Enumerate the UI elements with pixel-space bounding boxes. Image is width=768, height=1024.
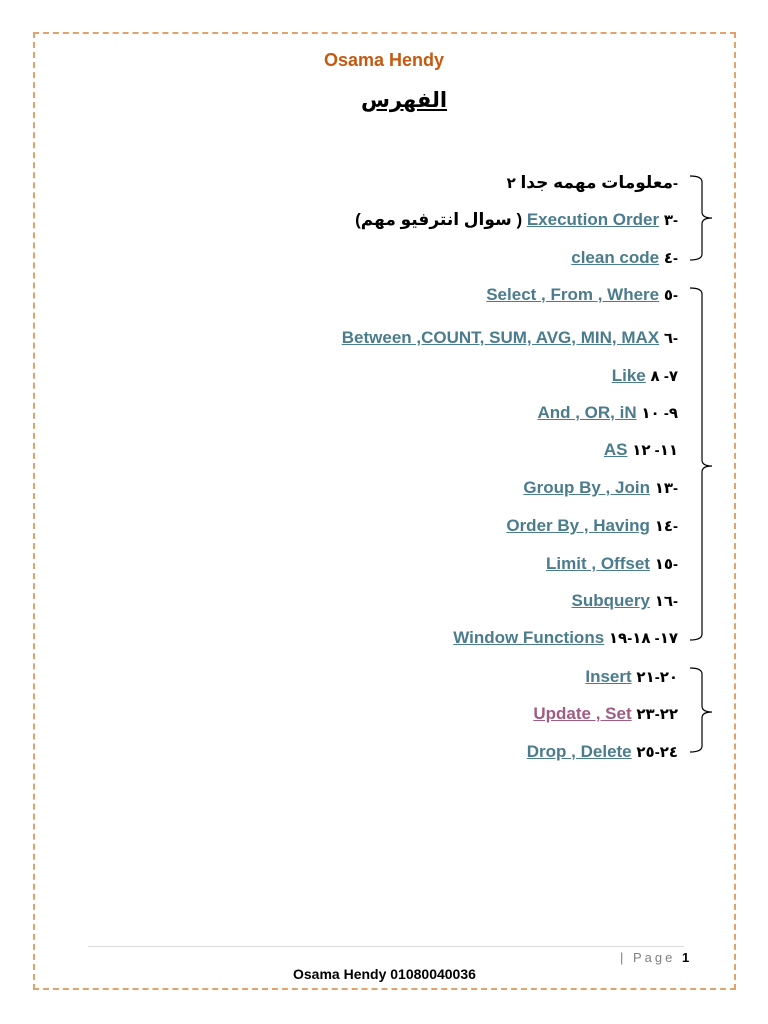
link-order-by-having[interactable]: Order By , Having [506,516,650,535]
toc-entry-15 [546,554,678,574]
entry-number: ١٧- ١٨-١٩ [608,630,678,647]
link-aggregates[interactable]: Between ,COUNT, SUM, AVG, MIN, MAX [341,328,660,347]
link-as[interactable]: AS [603,440,628,459]
entry-number: ٧- ٨ [650,368,678,385]
link-like[interactable]: Like [611,366,646,385]
link-clean-code[interactable]: clean code [571,248,660,267]
footer-divider [88,946,684,947]
link-window-functions[interactable]: Window Functions [453,628,605,647]
toc-entry-11 [604,440,678,460]
entry-number: ٥- [663,287,678,304]
entry-number: ١٥- [654,556,678,573]
page-number [620,950,689,965]
toc-entry-3 [355,210,678,230]
index-title: الفهرس [360,89,448,112]
toc-entry-4 [571,248,678,268]
toc-entry-7 [612,366,678,386]
toc-entry-6 [342,328,678,348]
footer-contact: Osama Hendy 01080040036 [293,966,476,982]
toc-entry-5 [486,285,678,305]
link-update-set[interactable]: Update , Set [533,704,632,723]
author-heading: Osama Hendy [323,50,445,70]
entry-number: ١٣- [654,480,678,497]
entry-number: ١٤- [654,518,678,535]
entry-number: ١١- ١٢ [632,442,678,459]
link-select-from-where[interactable]: Select , From , Where [486,285,660,304]
entry-number: ٦- [663,330,678,347]
link-subquery[interactable]: Subquery [571,591,650,610]
page-word: Page [633,950,676,965]
toc-entry-13 [523,478,678,498]
link-limit-offset[interactable]: Limit , Offset [546,554,650,573]
toc-entry-2 [507,173,678,193]
link-drop-delete[interactable]: Drop , Delete [526,742,632,761]
link-group-by-join[interactable]: Group By , Join [523,478,650,497]
toc-entry-14 [506,516,678,536]
entry-number: ٢- [506,175,678,192]
entry-number: ٩- ١٠ [641,405,678,422]
page-number-value: 1 [682,950,690,965]
toc-entry-20 [585,667,678,687]
toc-entry-24 [527,742,678,762]
entry-number: ٤- [663,250,678,267]
link-insert[interactable]: Insert [585,667,632,686]
page-separator: | [620,950,627,965]
entry-number: ٣- [663,212,678,229]
toc-entry-9 [537,403,678,423]
entry-number: ٢٤-٢٥ [636,744,678,761]
toc-entry-17 [453,628,678,648]
entry-number: ٢٢-٢٣ [636,706,678,723]
entry-number: ٢٠-٢١ [636,669,678,686]
entry-number: ١٦- [654,593,678,610]
entry-text: معلومات مهمه جدا [520,173,673,192]
toc-entry-22 [533,704,678,724]
link-and-or-in[interactable]: And , OR, iN [537,403,637,422]
link-execution-order[interactable]: Execution Order [526,210,660,229]
entry-note: (سوال انترفيو مهم ) [355,210,523,229]
toc-entry-16 [572,591,678,611]
